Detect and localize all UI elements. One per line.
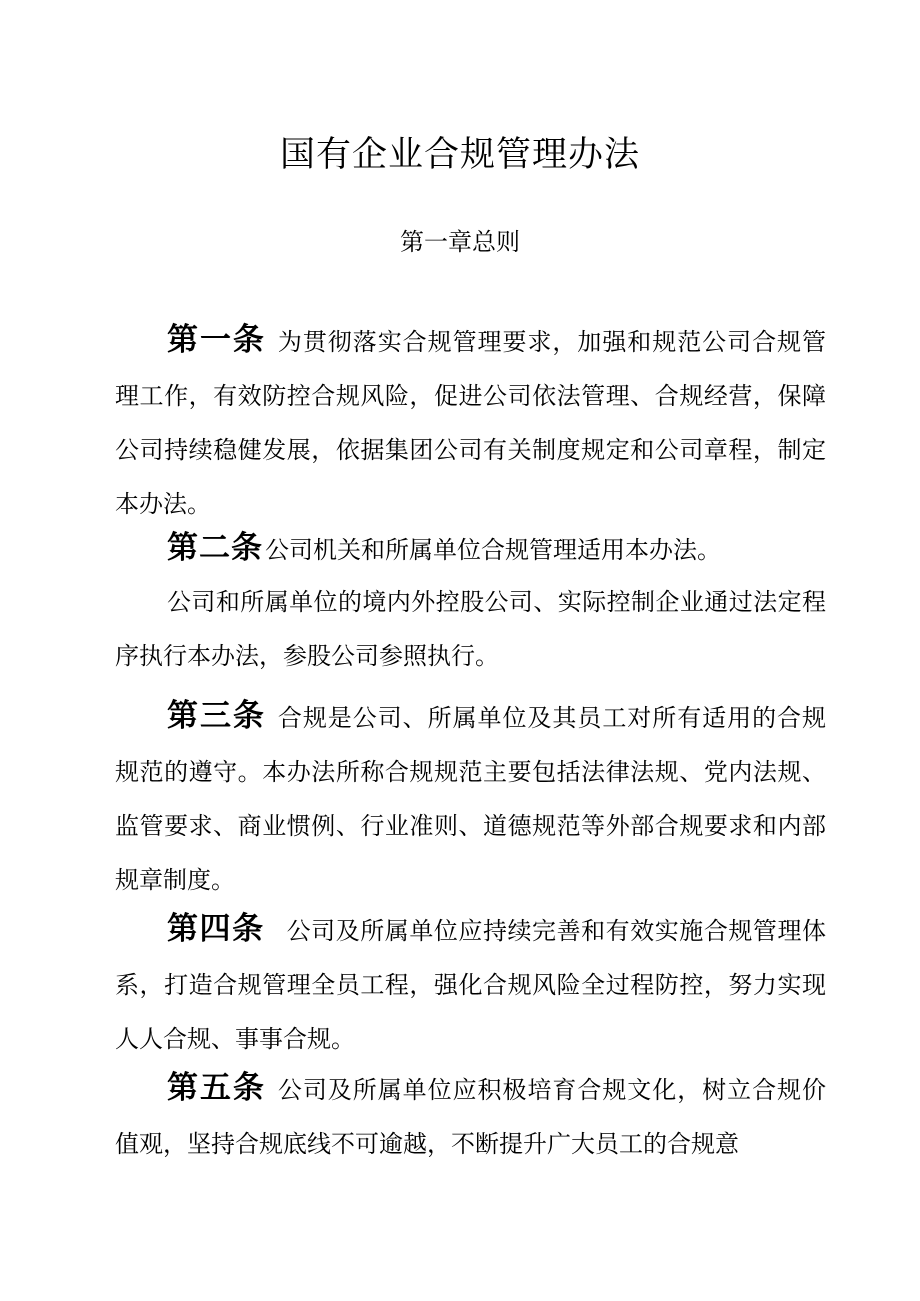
article-3: [115, 689, 826, 907]
article-5-label: 第五条: [167, 1070, 266, 1106]
article-4: [115, 902, 826, 1066]
article-2-continuation: 公司和所属单位的境内外控股公司、实际控制企业通过法定程序执行本办法，参股公司参照执行。: [115, 588, 826, 670]
article-5: [115, 1061, 826, 1171]
article-4-text: 公司及所属单位应持续完善和有效实施合规管理体系，打造合规管理全员工程，强化合规风险全过程防控，努力实现人人合规、事事合规。: [115, 917, 826, 1053]
article-3-text: 合规是公司、所属单位及其员工对所有适用的合规规范的遵守。本办法所称合规规范主要包括法律法规、党内法规、监管要求、商业惯例、行业准则、道德规范等外部合规要求和内部规章制度。: [115, 704, 826, 894]
article-5-text: 公司及所属单位应积极培育合规文化，树立合规价值观，坚持合规底线不可逾越，不断提升广大员工的合规意: [115, 1076, 826, 1158]
article-1-text: 为贯彻落实合规管理要求，加强和规范公司合规管理工作，有效防控合规风险，促进公司依法管理、合规经营，保障公司持续稳健发展，依据集团公司有关制度规定和公司章程，制定本办法。: [115, 328, 826, 518]
article-2: [115, 521, 826, 577]
chapter-heading: 第一章总则: [400, 228, 520, 256]
article-3-label: 第三条: [167, 698, 266, 734]
article-4-label: 第四条: [167, 911, 265, 947]
article-2-label: 第二条: [167, 530, 263, 566]
document-title: 国有企业合规管理办法: [279, 135, 640, 176]
article-1: [115, 313, 826, 531]
article-2-text: 公司机关和所属单位合规管理适用本办法。: [265, 536, 721, 564]
article-1-label: 第一条: [167, 322, 266, 358]
